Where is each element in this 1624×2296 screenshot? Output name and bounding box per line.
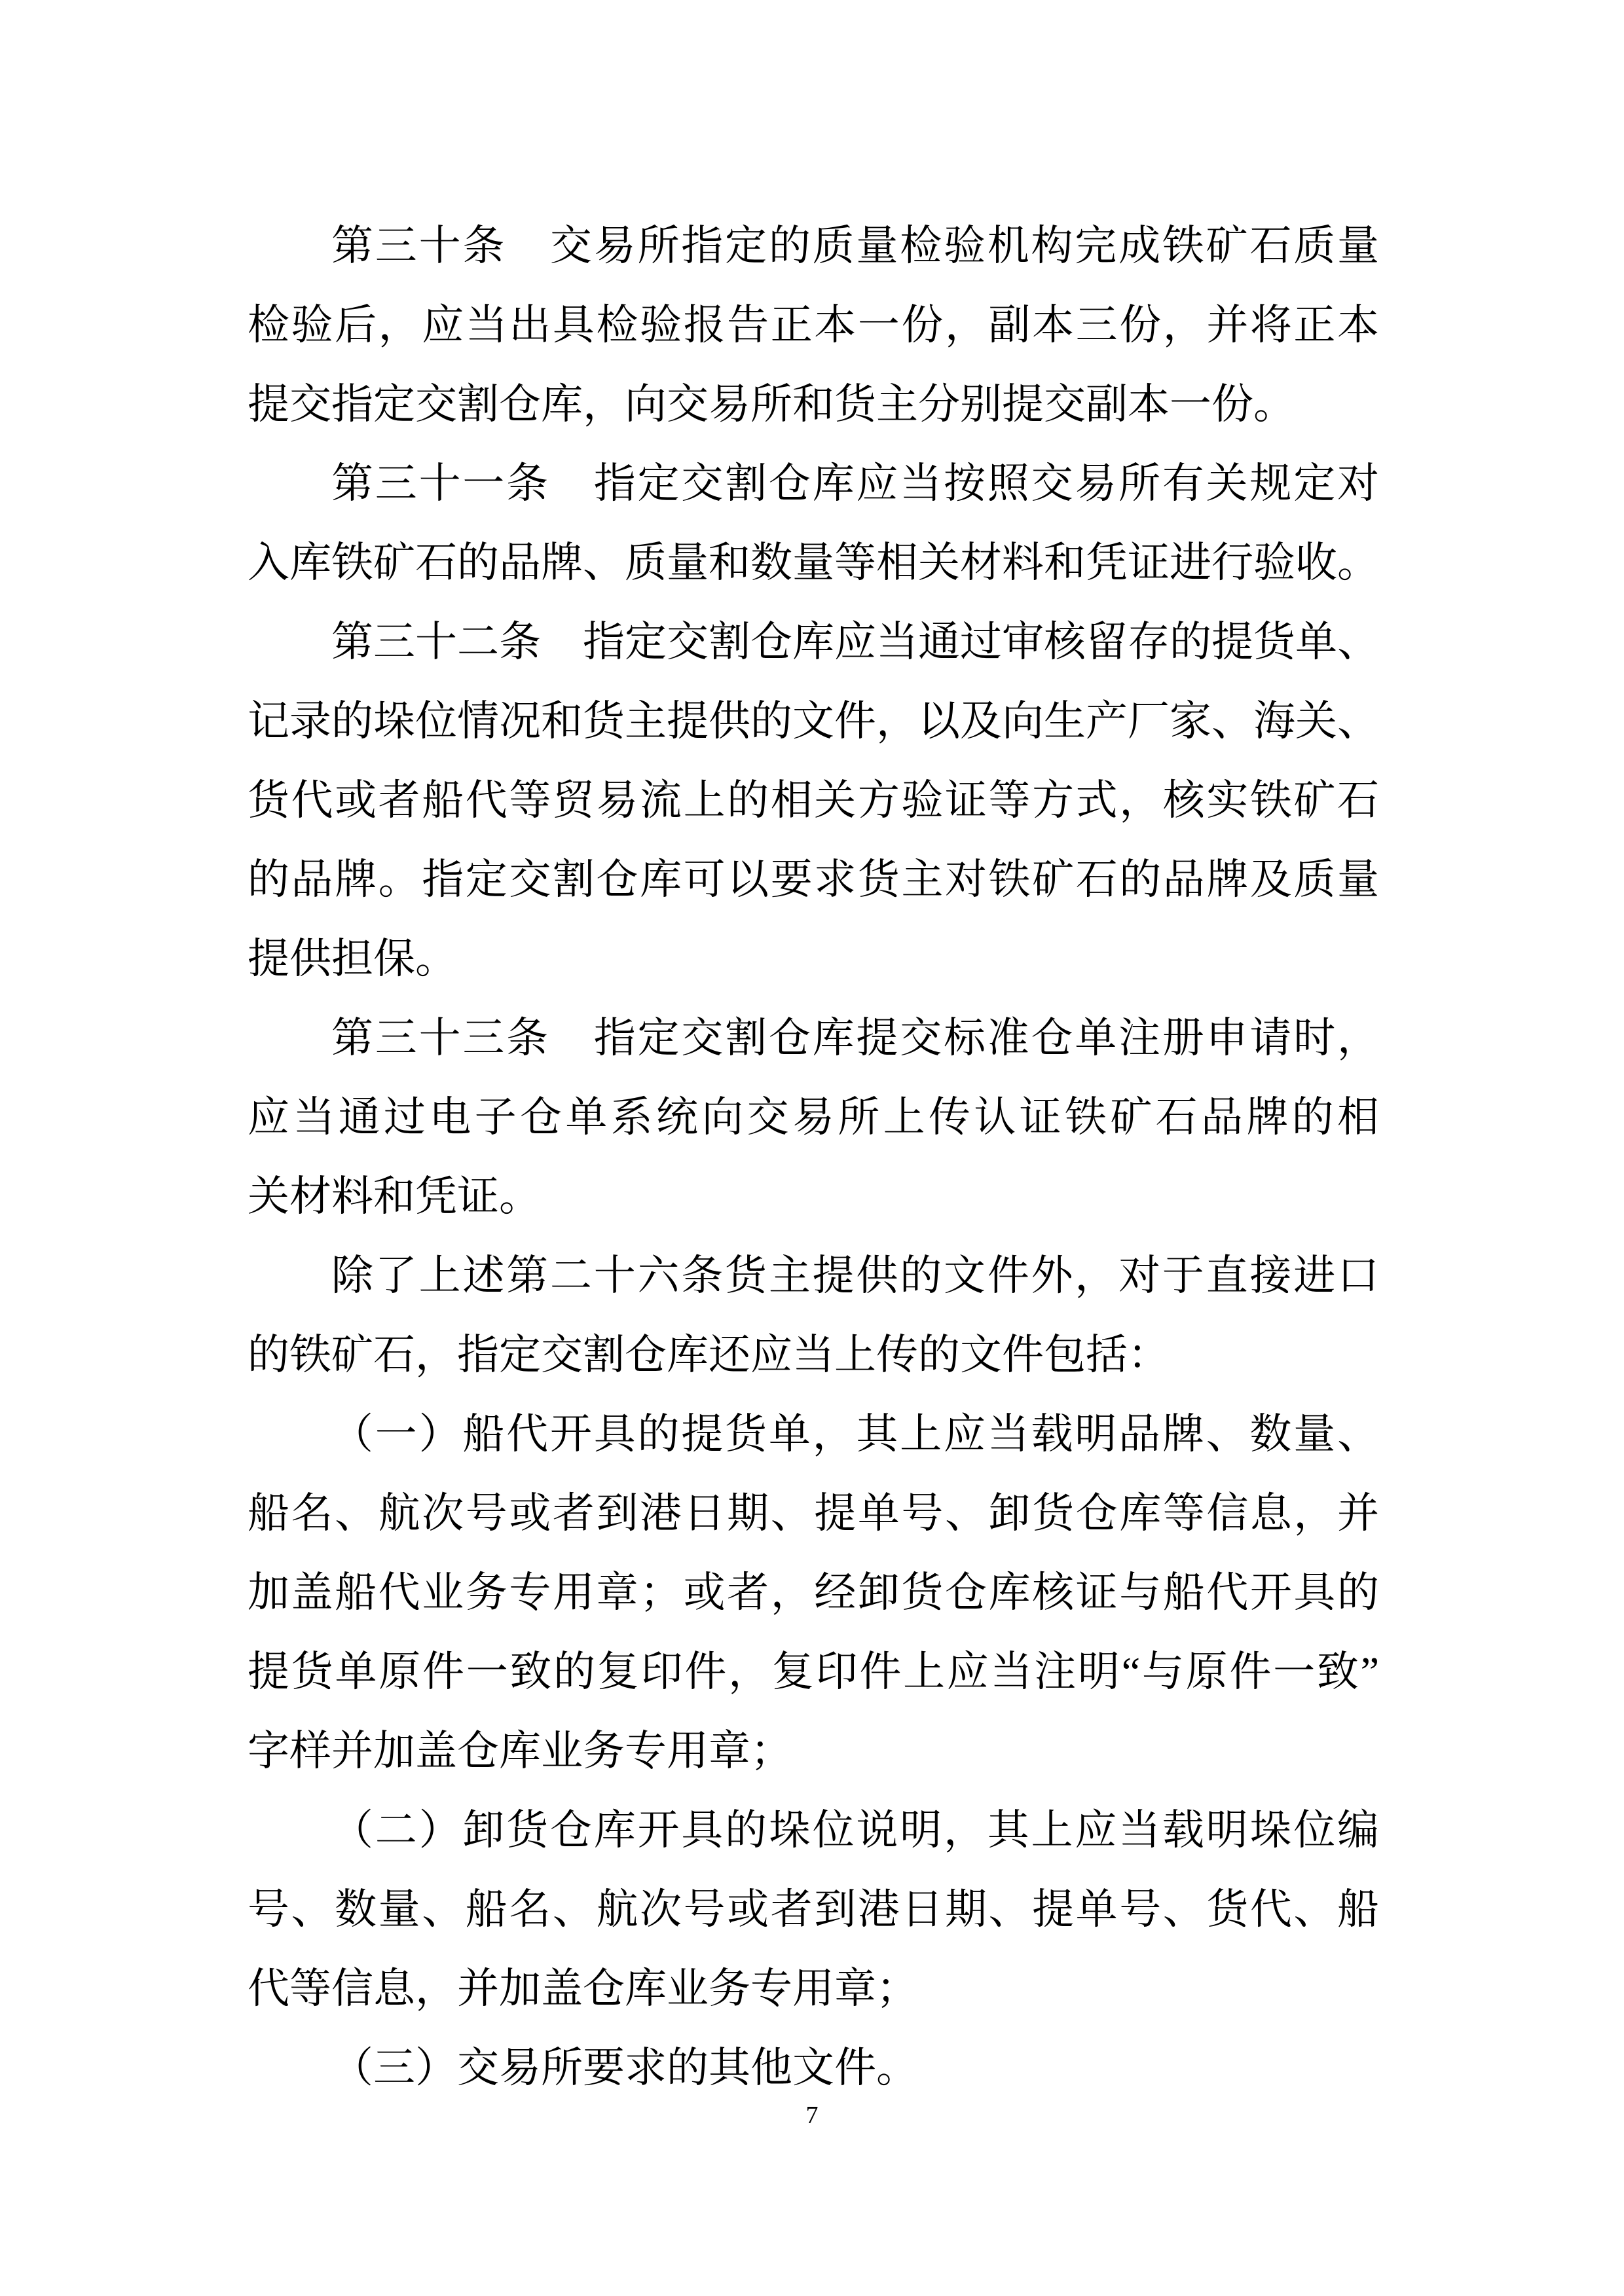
text-line: 入库铁矿石的品牌、质量和数量等相关材料和凭证进行验收。 [248, 539, 1379, 586]
text-line: 第三十一条 指定交割仓库应当按照交易所有关规定对 [331, 460, 1379, 507]
text-line: 除了上述第二十六条货主提供的文件外，对于直接进口 [331, 1252, 1379, 1299]
text-line: 船名、航次号或者到港日期、提单号、卸货仓库等信息，并 [248, 1490, 1379, 1537]
text-line: 检验后，应当出具检验报告正本一份，副本三份，并将正本 [248, 302, 1379, 348]
text-line: 代等信息，并加盖仓库业务专用章； [248, 1965, 918, 2012]
text-line: 加盖船代业务专用章；或者，经卸货仓库核证与船代开具的 [248, 1569, 1379, 1616]
text-line: 应当通过电子仓单系统向交易所上传认证铁矿石品牌的相 [248, 1094, 1379, 1140]
text-line: 货代或者船代等贸易流上的相关方验证等方式，核实铁矿石 [248, 777, 1379, 824]
paragraph-article-33-supplement [248, 1236, 1379, 1394]
text-line: 的铁矿石，指定交割仓库还应当上传的文件包括： [248, 1332, 1170, 1378]
paragraph-item-2 [248, 1791, 1379, 2028]
paragraph-article-31 [248, 444, 1379, 602]
text-line: 记录的垛位情况和货主提供的文件，以及向生产厂家、海关、 [248, 698, 1379, 744]
page-number: 7 [805, 2102, 819, 2129]
text-line: 提货单原件一致的复印件，复印件上应当注明“与原件一致” [248, 1649, 1379, 1695]
text-line: 第三十二条 指定交割仓库应当通过审核留存的提货单、 [331, 619, 1379, 665]
text-line: 的品牌。指定交割仓库可以要求货主对铁矿石的品牌及质量 [248, 856, 1379, 903]
paragraph-item-1 [248, 1394, 1379, 1791]
text-line: 字样并加盖仓库业务专用章； [248, 1728, 792, 1774]
text-line: 第三十条 交易所指定的质量检验机构完成铁矿石质量 [331, 223, 1379, 269]
text-line: 提交指定交割仓库，向交易所和货主分别提交副本一份。 [248, 381, 1295, 428]
text-line: （三）交易所要求的其他文件。 [331, 2045, 918, 2091]
text-line: 第三十三条 指定交割仓库提交标准仓单注册申请时， [331, 1015, 1379, 1061]
text-line: 提供担保。 [248, 936, 457, 982]
paragraph-article-30 [248, 206, 1379, 444]
paragraph-article-33 [248, 998, 1379, 1236]
document-body [248, 206, 1379, 2107]
text-line: 关材料和凭证。 [248, 1173, 541, 1220]
text-line: 号、数量、船名、航次号或者到港日期、提单号、货代、船 [248, 1886, 1379, 1933]
paragraph-article-32 [248, 602, 1379, 998]
text-line: （一）船代开具的提货单，其上应当载明品牌、数量、 [331, 1411, 1379, 1457]
text-line: （二）卸货仓库开具的垛位说明，其上应当载明垛位编 [331, 1807, 1379, 1853]
